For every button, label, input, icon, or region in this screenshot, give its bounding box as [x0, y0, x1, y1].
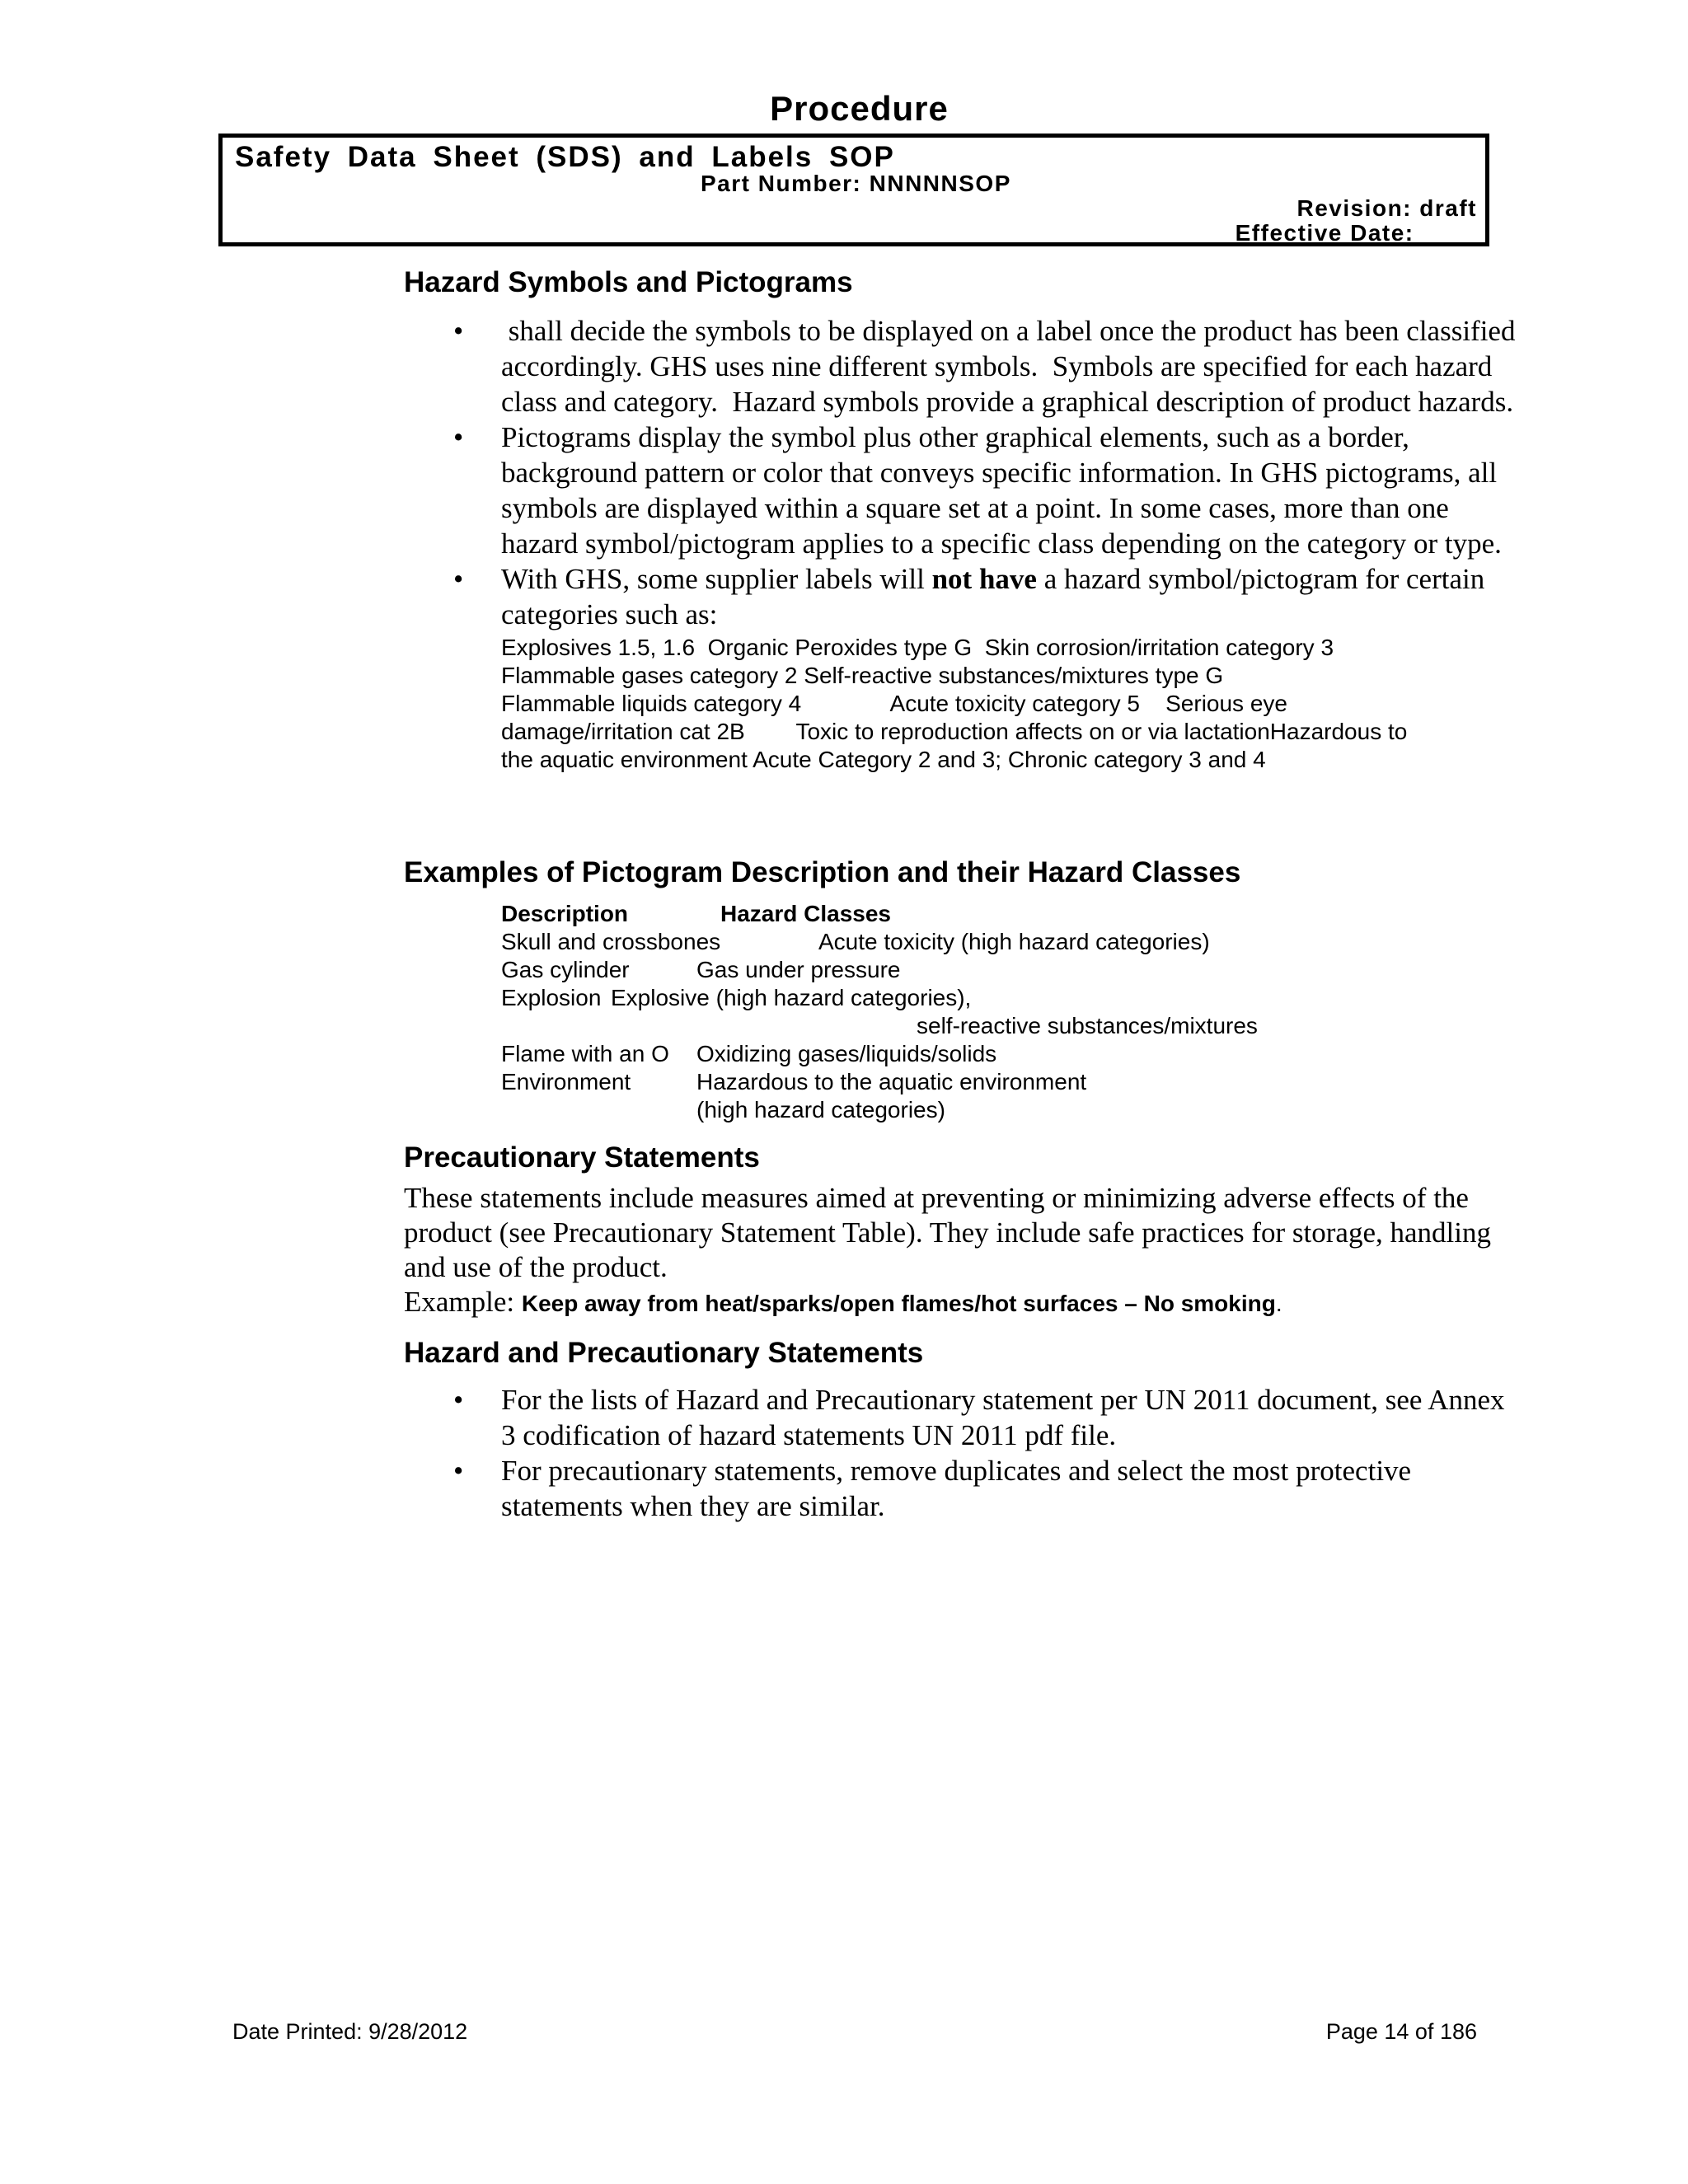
list-item-text: Pictograms display the symbol plus other graphical elements, such as a border, background pattern or color that conveys specific information. In GHS pictograms, all symbols are displayed within a square set at a point. In some cases, more than one hazard symbol/pictogram applies to a specific class depending on the category or type. — [501, 421, 1502, 560]
footer-page-number: Page 14 of 186 — [1325, 2019, 1477, 2044]
bullet-icon: • — [453, 421, 464, 453]
categories-line: Flammable liquids category 4 Acute toxicity category 5 Serious eye — [501, 691, 1287, 716]
bullet-icon: • — [453, 1455, 464, 1487]
list-item — [453, 313, 1525, 419]
list-item-text — [501, 563, 1484, 630]
categories-block — [501, 634, 1525, 774]
table-cell-description: Gas cylinder — [501, 957, 630, 982]
bullet3-bold: not have — [931, 563, 1037, 595]
bullet3-post: a hazard symbol/pictogram for certain categories such as: — [501, 563, 1485, 630]
list-item — [453, 1453, 1525, 1524]
categories-line: Explosives 1.5, 1.6 Organic Peroxides type G Skin corrosion/irritation category 3 — [501, 635, 1334, 660]
list-item — [453, 1382, 1525, 1453]
list-item — [453, 561, 1525, 774]
section-heading-hazard-symbols: Hazard Symbols and Pictograms — [404, 266, 853, 298]
list-item — [453, 419, 1525, 561]
categories-line: damage/irritation cat 2B Toxic to reproduction affects on or via lactationHazardous to — [501, 719, 1408, 744]
list-item-text: For precautionary statements, remove duplicates and select the most protective statements when they are similar. — [501, 1455, 1412, 1522]
table-cell-description: Skull and crossbones — [501, 929, 721, 954]
part-number: Part Number: NNNNNSOP — [701, 171, 1011, 196]
table-cell-hazard: Explosive (high hazard categories), — [611, 985, 972, 1010]
list-item-text: For the lists of Hazard and Precautionary statement per UN 2011 document, see Annex 3 codification of hazard statements UN 2011 pdf file. — [501, 1384, 1505, 1451]
table-cell-hazard: Oxidizing gases/liquids/solids — [696, 1041, 997, 1066]
example-text: Keep away from heat/sparks/open flames/hot surfaces – No smoking — [521, 1291, 1276, 1316]
document-title: Procedure — [770, 89, 949, 128]
section-heading-pictogram-examples: Examples of Pictogram Description and their Hazard Classes — [404, 856, 1241, 888]
table-cell-hazard: Gas under pressure — [696, 957, 901, 982]
hazard-precautionary-list — [453, 1382, 1525, 1524]
table-cell-description: Explosion — [501, 985, 602, 1010]
table-cell-hazard: Hazardous to the aquatic environment — [696, 1069, 1087, 1094]
effective-date: Effective Date: _ — [1235, 220, 1436, 246]
table-cell-hazard: Acute toxicity (high hazard categories) — [818, 929, 1210, 954]
sop-title: Safety Data Sheet (SDS) and Labels SOP — [235, 141, 895, 173]
categories-line: the aquatic environment Acute Category 2 and 3; Chronic category 3 and 4 — [501, 747, 1266, 772]
example-label: Example: — [404, 1286, 522, 1318]
header-box — [218, 134, 1489, 246]
table-cell-description: Flame with an O — [501, 1041, 669, 1066]
revision: Revision: draft — [1296, 195, 1477, 221]
table-cell-description: Environment — [501, 1069, 631, 1094]
column-header-description: Description — [501, 901, 629, 926]
table-cell-hazard: (high hazard categories) — [696, 1097, 945, 1122]
table-cell-hazard: self-reactive substances/mixtures — [917, 1013, 1258, 1038]
example-end: . — [1275, 1291, 1282, 1316]
footer-date-printed: Date Printed: 9/28/2012 — [232, 2019, 468, 2044]
bullet-icon: • — [453, 1384, 464, 1416]
categories-line: Flammable gases category 2 Self-reactive substances/mixtures type G — [501, 663, 1224, 688]
paragraph-text: These statements include measures aimed at preventing or minimizing adverse effects of the product (see Precautionary Statement Table). They include safe practices for storage, handling and use of the product. — [404, 1182, 1491, 1283]
bullet3-pre: With GHS, some supplier labels will — [501, 563, 932, 595]
section-heading-hazard-precautionary: Hazard and Precautionary Statements — [404, 1337, 924, 1369]
hazard-symbols-list — [453, 313, 1525, 774]
list-item-text: shall decide the symbols to be displayed on a label once the product has been classified accordingly. GHS uses nine different symbols. Symbols are specified for each hazard class and category. Hazard symbols provide a graphical description of product hazards. — [501, 315, 1523, 418]
section-heading-precautionary: Precautionary Statements — [404, 1141, 760, 1174]
bullet-icon: • — [453, 315, 464, 347]
precautionary-paragraph — [404, 1181, 1500, 1321]
example-line — [404, 1285, 1500, 1321]
bullet-icon: • — [453, 563, 464, 595]
column-header-hazard-classes: Hazard Classes — [720, 901, 892, 926]
